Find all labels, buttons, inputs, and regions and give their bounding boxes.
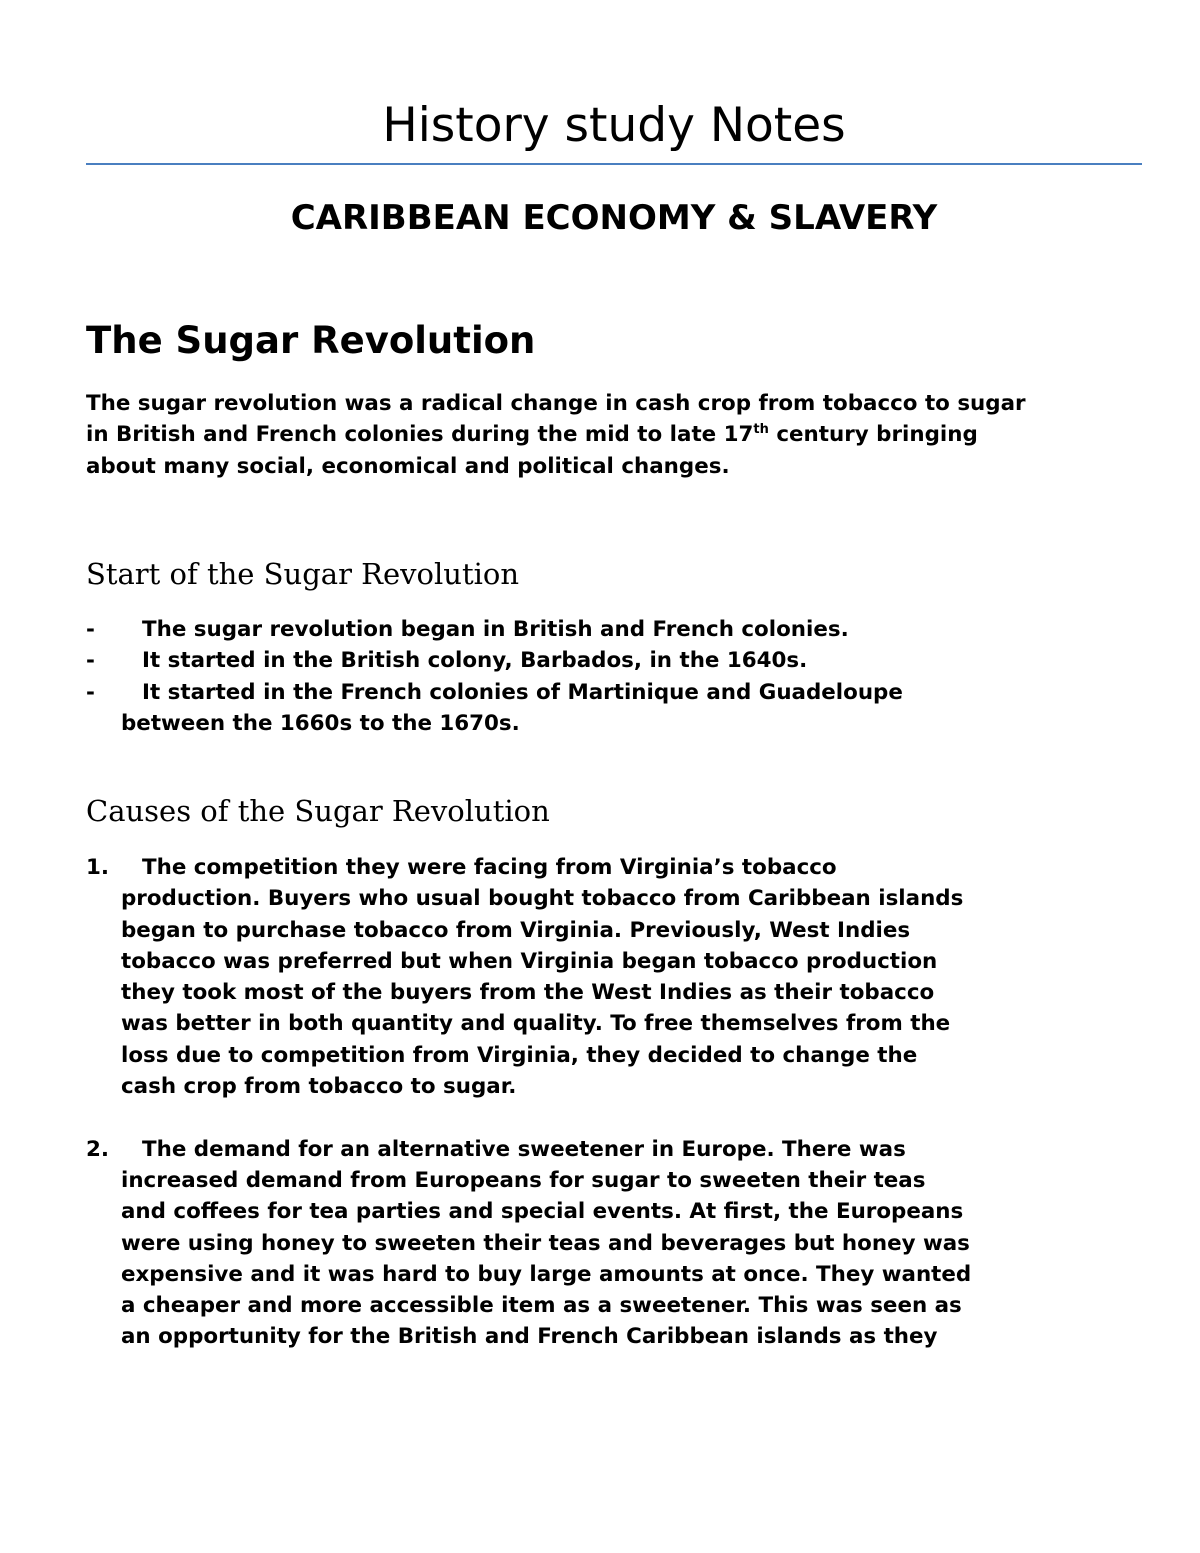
list-item-line: an opportunity for the British and French Caribbean islands as they (121, 1324, 938, 1350)
list-item (86, 645, 1146, 676)
document-title: History study Notes (382, 98, 846, 153)
list-item-line: production. Buyers who usual bought tobacco from Caribbean islands (121, 886, 964, 912)
superscript-ordinal: th (753, 422, 769, 438)
start-bullet-list (86, 614, 1146, 739)
list-item-line: It started in the British colony, Barbados, in the 1640s. (142, 648, 808, 674)
list-item-line: increased demand from Europeans for sugar to sweeten their teas (121, 1167, 926, 1193)
list-item-line: tobacco was preferred but when Virginia began tobacco production (121, 948, 938, 974)
list-item (86, 677, 1146, 740)
list-item-line: was better in both quantity and quality. To free themselves from the (121, 1011, 951, 1037)
title-underline-divider (86, 163, 1142, 165)
list-item-line: cash crop from tobacco to sugar. (121, 1074, 517, 1100)
list-item-line: expensive and it was hard to buy large amounts at once. They wanted (121, 1261, 972, 1287)
intro-text: century bringing (768, 422, 978, 448)
list-marker: - (86, 679, 95, 705)
section-heading-causes: Causes of the Sugar Revolution (86, 794, 550, 828)
document-subtitle: CARIBBEAN ECONOMY & SLAVERY (290, 198, 938, 238)
list-item-line: began to purchase tobacco from Virginia. Previously, West Indies (121, 917, 911, 943)
list-item (86, 1134, 1146, 1353)
list-item-line: The demand for an alternative sweetener in Europe. There was (142, 1136, 906, 1162)
list-item-line: It started in the French colonies of Martinique and Guadeloupe (142, 679, 903, 705)
section-heading-start: Start of the Sugar Revolution (86, 557, 520, 591)
list-item (86, 614, 1146, 645)
intro-line: The sugar revolution was a radical change in cash crop from tobacco to sugar (86, 391, 1026, 416)
intro-paragraph (86, 388, 1146, 482)
intro-line: about many social, economical and political changes. (86, 453, 730, 479)
list-item-line: a cheaper and more accessible item as a sweetener. This was seen as (121, 1293, 962, 1319)
list-item-line: loss due to competition from Virginia, they decided to change the (121, 1042, 918, 1068)
list-item-line: The sugar revolution began in British and French colonies. (142, 617, 849, 642)
list-marker: 2. (86, 1136, 110, 1162)
intro-line (86, 419, 1146, 450)
list-item-line: between the 1660s to the 1670s. (121, 710, 520, 736)
intro-text: in British and French colonies during the mid to late 17 (86, 422, 754, 448)
list-item-line: The competition they were facing from Virginia’s tobacco (142, 855, 837, 880)
list-item-line: they took most of the buyers from the West Indies as their tobacco (121, 980, 935, 1006)
list-marker: - (86, 648, 95, 674)
list-marker: - (86, 617, 95, 642)
list-item (86, 852, 1146, 1102)
list-item-line: were using honey to sweeten their teas and beverages but honey was (121, 1230, 970, 1256)
causes-numbered-list (86, 852, 1146, 1353)
list-item-line: and coffees for tea parties and special events. At first, the Europeans (121, 1199, 964, 1225)
section-heading-sugar-revolution: The Sugar Revolution (86, 319, 536, 362)
list-marker: 1. (86, 855, 110, 880)
